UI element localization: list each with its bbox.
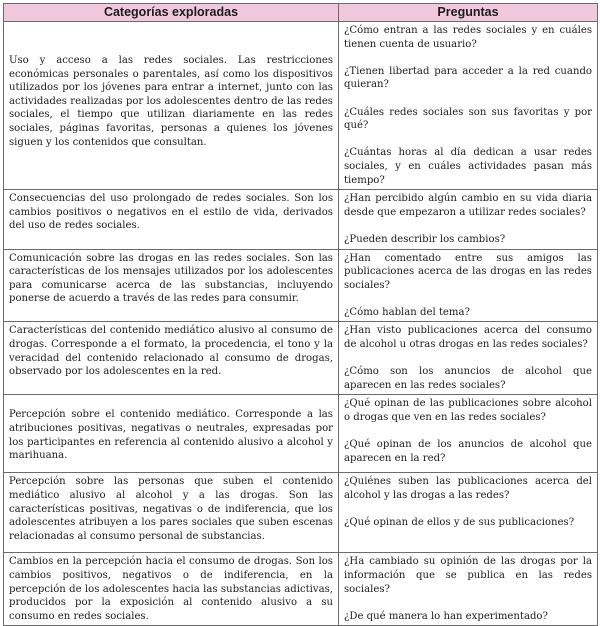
table-row [4,395,598,473]
questions-cell [339,322,598,395]
category-cell [4,473,339,553]
category-cell [4,395,339,473]
questions-cell [339,395,598,473]
category-cell [4,553,339,626]
question-text: ¿Han comentado entre sus amigos las publicaciones acerca de las drogas en las redes sociales? [344,252,592,291]
category-text: Características del contenido mediático alusivo al consumo de drogas. Corresponde a el formato, la procedencia, el tono y la veracidad del contenido relacionado al consumo de drogas, observado por los adolescentes en la red. [9,325,333,378]
question-text: ¿Cuántas horas al día dedican a usar redes sociales, y en cuáles actividades pasan más tiempo? [344,147,592,186]
table-header-row [4,4,598,22]
questions-cell [339,22,598,190]
category-cell [4,322,339,395]
question-text: ¿Han visto publicaciones acerca del consumo de alcohol u otras drogas en las redes sociales? [344,325,592,351]
table-row [4,190,598,249]
question-text: ¿Qué opinan de los anuncios de alcohol que aparecen en la red? [344,439,592,464]
question-text: ¿Cómo entran a las redes sociales y en cuáles tienen cuenta de usuario? [344,25,592,50]
question-text: ¿Qué opinan de ellos y de sus publicaciones? [344,517,575,529]
question-text: ¿Cómo hablan del tema? [344,306,470,318]
category-text: Percepción sobre el contenido mediático. Corresponde a las atribuciones positivas, negativas o neutrales, expresadas por los participantes en referencia al contenido alusivo a alcohol y marihuana. [9,409,333,462]
question-text: ¿Quiénes suben las publicaciones acerca del alcohol y las drogas a las redes? [344,476,592,502]
question-text: ¿Cuáles redes sociales son sus favoritas y por qué? [344,106,592,132]
category-text: Percepción sobre las personas que suben el contenido mediático alusivo al alcohol y a las drogas. Son las características positivas, negativas o de indiferencia, que los adolescentes atribuyen a los pares sociales que suben escenas relacionadas al consumo personal de substancias. [9,476,333,542]
question-text: ¿Pueden describir los cambios? [344,233,506,245]
questions-cell [339,473,598,553]
header-categories: Categorías exploradas [4,4,339,22]
table-row [4,322,598,395]
category-cell [4,190,339,249]
category-text: Cambios en la percepción hacia el consumo de drogas. Son los cambios positivos, negativos o de indiferencia, en la percepción de los adolescentes hacia las substancias adictivas, producidos por la exposición al contenido alusivo a su consumo en redes sociales. [9,556,333,622]
table-row [4,473,598,553]
questions-cell [339,249,598,322]
question-text: ¿Han percibido algún cambio en su vida diaria desde que empezaron a utilizar redes sociales? [344,193,592,218]
question-text: ¿Ha cambiado su opinión de las drogas por la información que se publica en las redes sociales? [344,556,592,595]
questions-cell [339,553,598,626]
question-text: ¿Cómo son los anuncios de alcohol que aparecen en las redes sociales? [344,366,592,391]
table-row [4,22,598,190]
header-questions: Preguntas [339,4,598,22]
category-text: Comunicación sobre las drogas en las redes sociales. Son las características de los mensajes utilizados por los adolescentes para comunicarse acerca de las substancias, incluyendo ponerse de acuerdo a través de las redes para consumir. [9,252,333,305]
question-text: ¿De qué manera lo han experimentado? [344,610,548,622]
question-text: ¿Qué opinan de las publicaciones sobre alcohol o drogas que ven en las redes sociales? [344,398,592,424]
questions-cell [339,190,598,249]
category-cell [4,249,339,322]
category-text: Uso y acceso a las redes sociales. Las restricciones económicas personales o parentales, así como los dispositivos utilizados por los jóvenes para entrar a internet, junto con las actividades realizadas por los adolescentes dentro de las redes sociales, el tiempo que utilizan diariamente en las redes sociales, páginas favoritas, personas a quienes los jóvenes siguen y los contenidos que consultan. [9,55,333,148]
categories-questions-table [3,3,598,626]
table-row [4,249,598,322]
category-cell [4,22,339,190]
question-text: ¿Tienen libertad para acceder a la red cuando quieran? [344,65,592,91]
category-text: Consecuencias del uso prolongado de redes sociales. Son los cambios positivos o negativos en el estilo de vida, derivados del uso de redes sociales. [9,193,333,232]
table-row [4,553,598,626]
